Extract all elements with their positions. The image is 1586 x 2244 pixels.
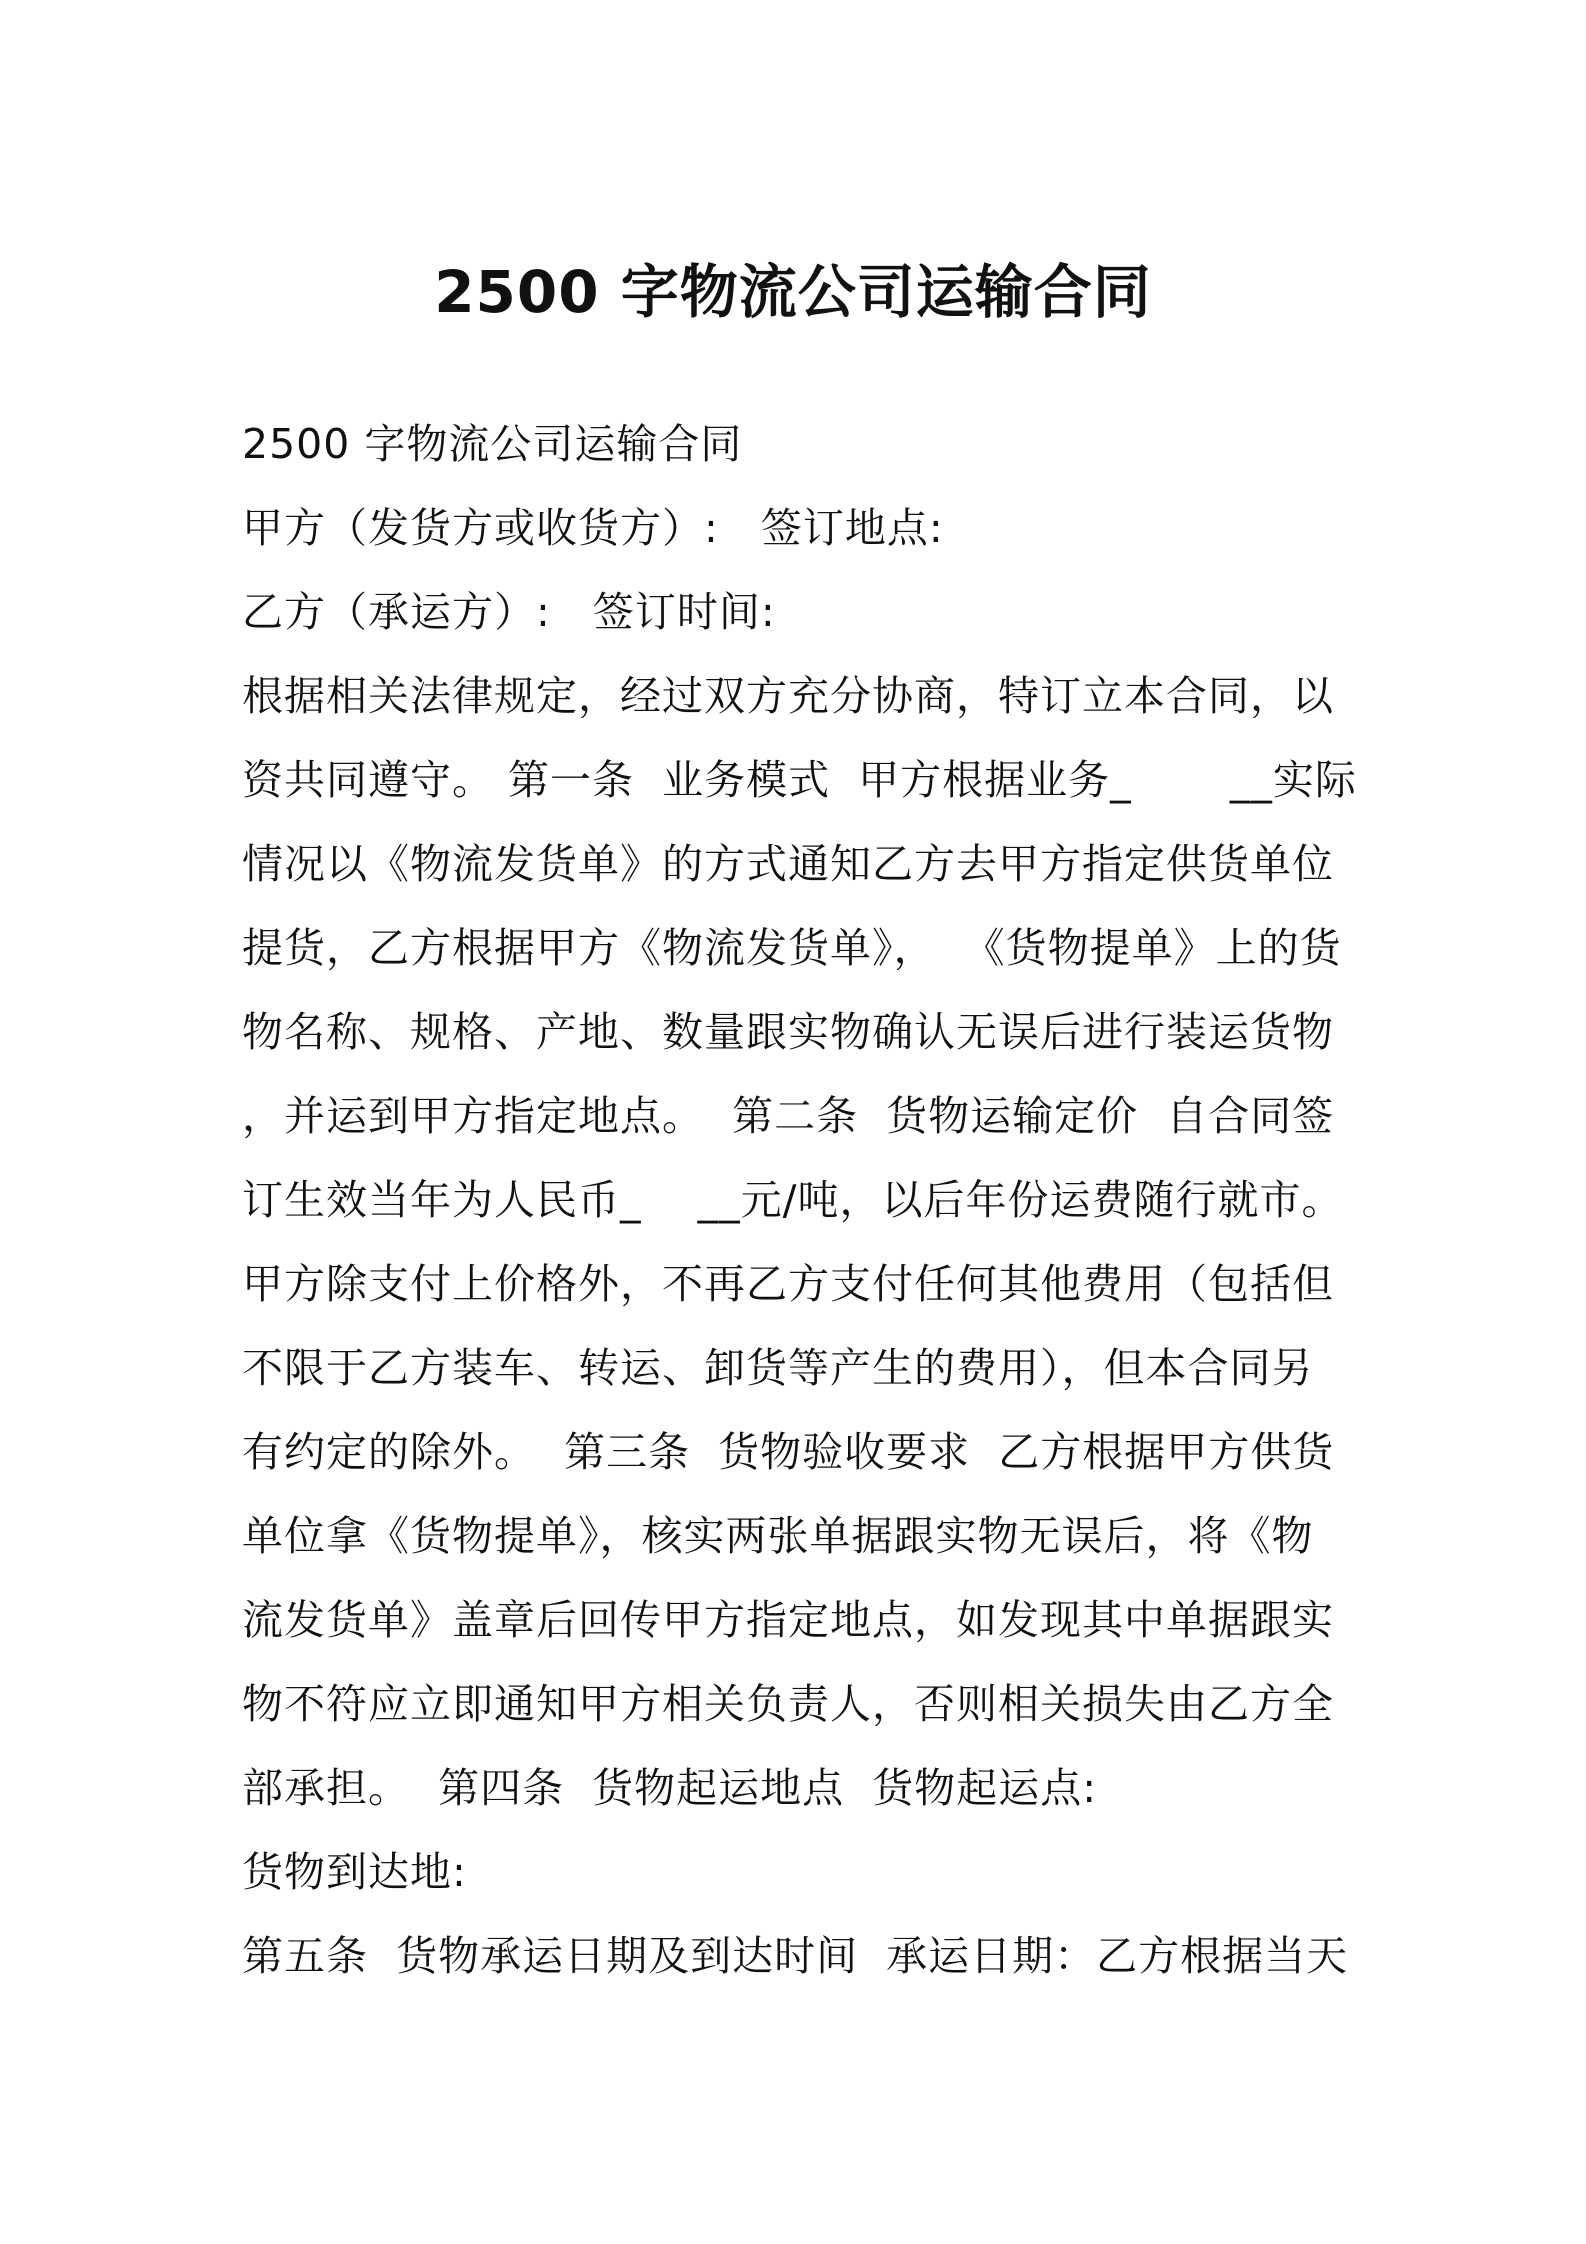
- body-line: 第五条 货物承运日期及到达时间 承运日期：乙方根据当天: [242, 1932, 1349, 1980]
- body-line: 订生效当年为人民币_ __元/吨，以后年份运费随行就市。: [242, 1176, 1344, 1224]
- document-body: [242, 402, 1357, 1998]
- body-line: 部承担。 第四条 货物起运地点 货物起运点:: [242, 1764, 1098, 1812]
- body-line: 不限于乙方装车、转运、卸货等产生的费用），但本合同另: [242, 1344, 1314, 1392]
- body-line: 根据相关法律规定，经过双方充分协商，特订立本合同，以: [242, 672, 1334, 720]
- body-line: 单位拿《货物提单》，核实两张单据跟实物无误后，将《物: [242, 1512, 1314, 1560]
- body-line: 甲方（发货方或收货方）: 签订地点:: [242, 504, 944, 552]
- body-line: 情况以《物流发货单》的方式通知乙方去甲方指定供货单位: [242, 840, 1334, 888]
- body-line: 乙方（承运方）: 签订时间:: [242, 588, 776, 636]
- body-line: 甲方除支付上价格外，不再乙方支付任何其他费用（包括但: [242, 1260, 1334, 1308]
- body-line: 物名称、规格、产地、数量跟实物确认无误后进行装运货物: [242, 1008, 1334, 1056]
- body-line: 货物到达地:: [242, 1848, 467, 1896]
- body-line: ，并运到甲方指定地点。 第二条 货物运输定价 自合同签: [242, 1092, 1335, 1140]
- body-line: 流发货单》盖章后回传甲方指定地点，如发现其中单据跟实: [242, 1596, 1334, 1644]
- body-line: 资共同遵守。 第一条 业务模式 甲方根据业务_ __实际: [242, 756, 1357, 804]
- body-line: 物不符应立即通知甲方相关负责人，否则相关损失由乙方全: [242, 1680, 1334, 1728]
- body-line: 有约定的除外。 第三条 货物验收要求 乙方根据甲方供货: [242, 1428, 1335, 1476]
- body-line: 2500 字物流公司运输合同: [242, 420, 743, 468]
- document-title: 2500 字物流公司运输合同: [434, 258, 1152, 326]
- body-line: 提货，乙方根据甲方《物流发货单》， 《货物提单》上的货: [242, 924, 1342, 972]
